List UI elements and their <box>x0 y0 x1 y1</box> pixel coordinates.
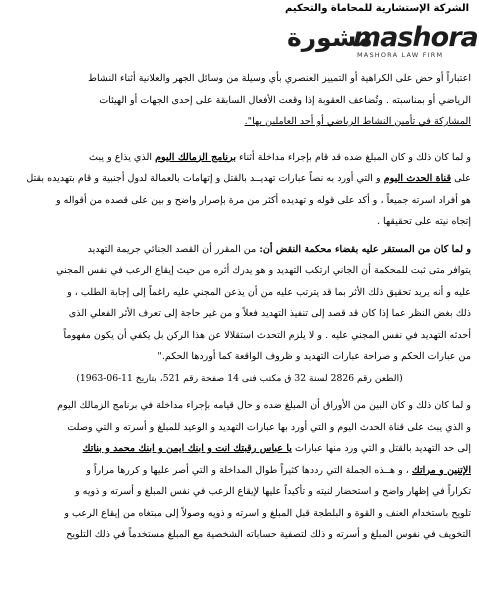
firm-name-english: MASHORA LAW FIRM <box>357 51 444 59</box>
paragraph-line: الرياضي أو بمناسبته . وتُضاعف العقوبة إذا وقعت الأفعال السابقة على إحدى الجهات أو الهيئات <box>99 94 471 106</box>
firm-logo <box>287 22 478 59</box>
paragraph-line <box>8 460 471 482</box>
paragraph-line: يتوافر متى ثبت للمحكمة أن الجاني ارتكب التهديد و هو يدرك أثره من حيث إيقاع الرعب في نفس المجني <box>56 265 471 276</box>
paragraph-line: و لما كان ذلك و كان البين من الأوراق أن المبلغ ضده و حال قيامه بإجراء مداخلة في برنامج الزمالك اليوم <box>57 400 471 411</box>
text-run: و التي أورد به نصاً عبارات تهديــد بالقتل و إتهامات بالعمالة لدول أجنبية و قام بتهديده بقتل <box>26 173 384 184</box>
paragraph-line <box>8 239 471 261</box>
paragraph-line: أحدثه التهديد في نفس المجني عليه . و لا يلزم التحدث استقلالا عن هذا الركن بل يكفي أن يكون مفهوماً <box>63 329 471 341</box>
court-ruling-heading: و لما كان من المستقر عليه بقضاء محكمة النقض أن: <box>259 243 471 255</box>
logo-arabic-text: مشورة <box>287 23 373 52</box>
paragraph-line: تكراراً في إظهار واضح و استحضار لنيته و تأكيداً عليها لإيقاع الرعب في نفس المبلغ و أسرته و ذويه و <box>75 486 471 497</box>
paragraph-line: ذلك بغض النظر عما إذا كان قد قصد إلى تنفيذ التهديد فعلاً و من غير حاجة إلى تعرف الأثر الفعلي الذى <box>68 308 471 319</box>
underlined-text: المشاركة في تأمين النشاط الرياضي أو أحد العاملين بها". <box>244 116 471 127</box>
paragraph-line: عليه و أنه يريد تحقيق ذلك الأثر بما قد يترتب عليه من أن يذعن المجني عليه راغماً إلى إجابة الطلب ، و <box>67 286 471 298</box>
text-run: و لما كان ذلك و كان المبلغ ضده قد قام بإجراء مداخلة أثناء <box>236 151 471 163</box>
paragraph-line: هو أفراد اسرته جميعاً ، و أكد على قوله و تهديده أكثر من مرة بإصرار واضح و بين على قصده من أقواله و <box>56 194 471 206</box>
logo-latin-text: mashora <box>353 22 478 53</box>
program-name: برنامج الزمالك اليوم <box>155 151 236 163</box>
paragraph-line <box>8 111 471 133</box>
paragraph-line <box>8 438 471 460</box>
text-run: ، و هــذه الجملة التي رددها كثيراً طوال المداخلة و التي أصر عليها و كررها مراراً و <box>86 464 412 476</box>
paragraph-line <box>8 147 471 169</box>
paragraph-line <box>8 168 471 190</box>
paragraph-line: و الذي يبث على قناة الحدث اليوم و التي أورد بها عبارات التهديد و الوعيد للمبلغ و أسرته و التي وصلت <box>67 421 471 433</box>
text-run: من المقرر أن القصد الجنائي جريمة التهديد <box>87 243 260 255</box>
citation: (الطعن رقم 2826 لسنة 32 ق مكتب فنى 14 صفحة رقم 521، بتاريخ 11-06-1963) <box>76 372 403 384</box>
firm-name-arabic: الشركة الإستشارية للمحاماة والتحكيم <box>285 3 469 14</box>
paragraph-line: تلويح باستخدام العنف و القوة و البلطجة قبل المبلغ و اسرته و ذويه وصولاً إلى مبتغاه من إيقاع الرعب و <box>64 507 471 519</box>
quoted-threat-continued: الإتنين و مراتك <box>411 464 471 476</box>
paragraph-line: التخويف في نفوس المبلغ و أسرته و ذلك لتصفية حساباته الشخصية مع المبلغ مستخدماً في ذلك التلويح <box>66 529 471 540</box>
text-run: على <box>451 173 471 184</box>
document-body <box>8 68 471 546</box>
quoted-threat: يا عباس رقبتك انت و ابنك ايمن و ابنك محمد و بناتك <box>82 443 292 454</box>
text-run: إلى حد التهديد بالقتل و التي ورد منها عبارات <box>291 443 471 454</box>
letterhead <box>0 0 479 66</box>
paragraph-line: من عبارات الحكم و صراحة عبارات التهديد و ظروف الواقعة كما أوردها الحكم." <box>157 351 471 362</box>
paragraph-line: إتجاه نيته على تحقيقها . <box>376 216 471 227</box>
text-run: الذي يذاع و يبث <box>89 151 156 163</box>
channel-name: قناة الحدث اليوم <box>383 173 452 184</box>
paragraph-line: اعتباراً أو حض على الكراهية أو التمييز العنصري بأي وسيلة من وسائل الجهر والعلانية أثناء النشاط <box>88 73 471 84</box>
